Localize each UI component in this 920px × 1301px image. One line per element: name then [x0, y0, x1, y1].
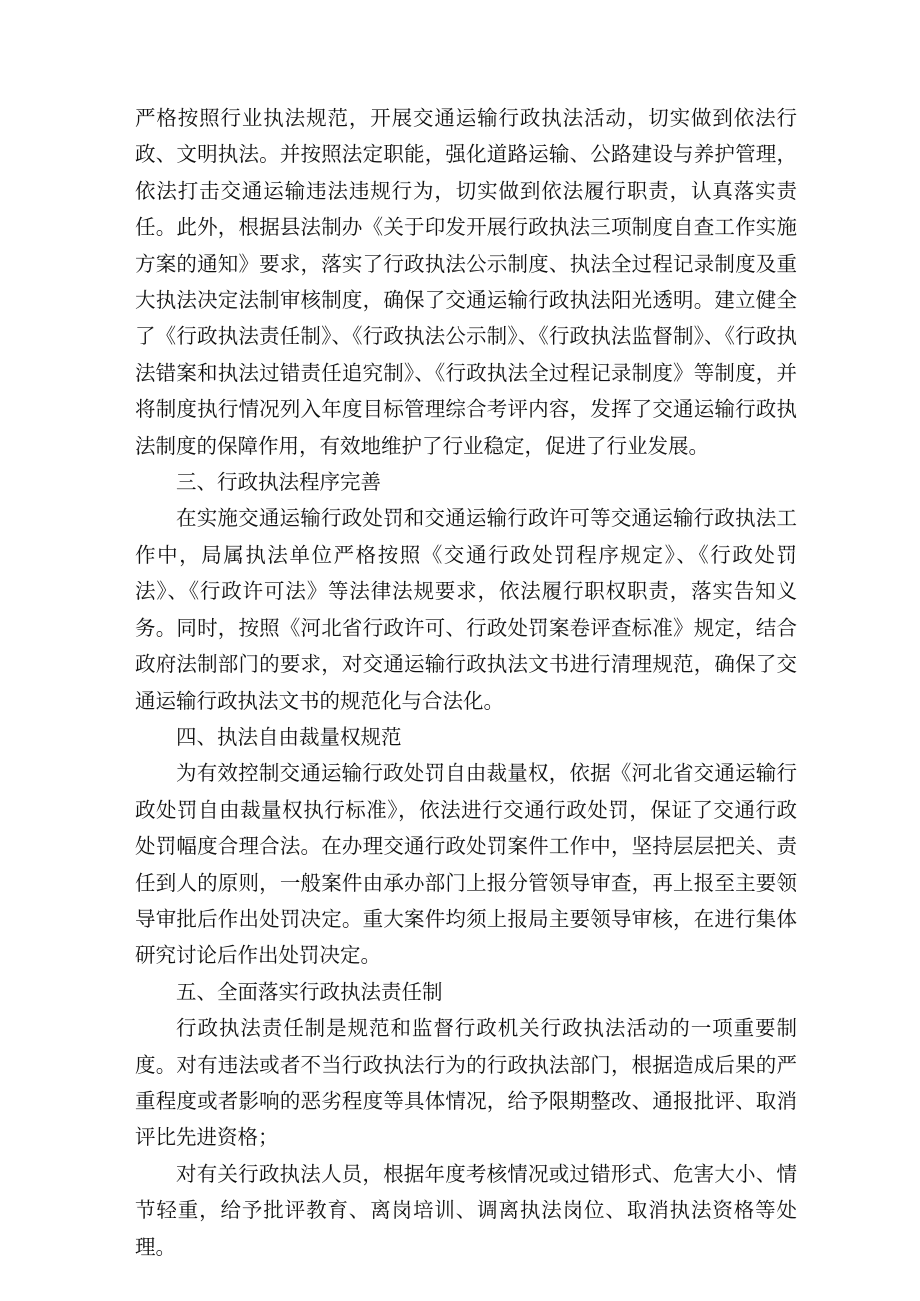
section-heading-5: 五、全面落实行政执法责任制 — [176, 979, 443, 1004]
paragraph-law-enforcement-norms: 严格按照行业执法规范，开展交通运输行政执法活动，切实做到依法行政、文明执法。并按照法定职能，强化道路运输、公路建设与养护管理，依法打击交通运输违法违规行为，切实做到依法履行职责，认真落实责任。此外，根据县法制办《关于印发开展行政执法三项制度自查工作实施方案的通知》要求，落实了行政执法公示制度、执法全过程记录制度及重大执法决定法制审核制度，确保了交通运输行政执法阳光透明。建立健全了《行政执法责任制》、《行政执法公示制》、《行政执法监督制》、《行政执法错案和执法过错责任追究制》、《行政执法全过程记录制度》等制度，并将制度执行情况列入年度目标管理综合考评内容，发挥了交通运输行政执法制度的保障作用，有效地维护了行业稳定，促进了行业发展。 — [135, 106, 797, 458]
document-page — [135, 100, 797, 1265]
paragraph-procedure: 在实施交通运输行政处罚和交通运输行政许可等交通运输行政执法工作中，局属执法单位严格按照《交通行政处罚程序规定》、《行政处罚法》、《行政许可法》等法律法规要求，依法履行职权职责，落实告知义务。同时，按照《河北省行政许可、行政处罚案卷评查标准》规定，结合政府法制部门的要求，对交通运输行政执法文书进行清理规范，确保了交通运输行政执法文书的规范化与合法化。 — [135, 506, 797, 713]
paragraph-responsibility-system: 行政执法责任制是规范和监督行政机关行政执法活动的一项重要制度。对有违法或者不当行政执法行为的行政执法部门，根据造成后果的严重程度或者影响的恶劣程度等具体情况，给予限期整改、通报批评、取消评比先进资格； — [135, 1016, 797, 1150]
paragraph-discretion: 为有效控制交通运输行政处罚自由裁量权，依据《河北省交通运输行政处罚自由裁量权执行标准》，依法进行交通行政处罚，保证了交通行政处罚幅度合理合法。在办理交通行政处罚案件工作中，坚持层层把关、责任到人的原则，一般案件由承办部门上报分管领导审查，再上报至主要领导审批后作出处罚决定。重大案件均须上报局主要领导审核，在进行集体研究讨论后作出处罚决定。 — [135, 761, 797, 968]
section-heading-4: 四、执法自由裁量权规范 — [176, 724, 402, 749]
section-heading-3: 三、行政执法程序完善 — [176, 470, 381, 495]
paragraph-personnel-handling: 对有关行政执法人员，根据年度考核情况或过错形式、危害大小、情节轻重，给予批评教育、离岗培训、调离执法岗位、取消执法资格等处理。 — [135, 1161, 797, 1259]
